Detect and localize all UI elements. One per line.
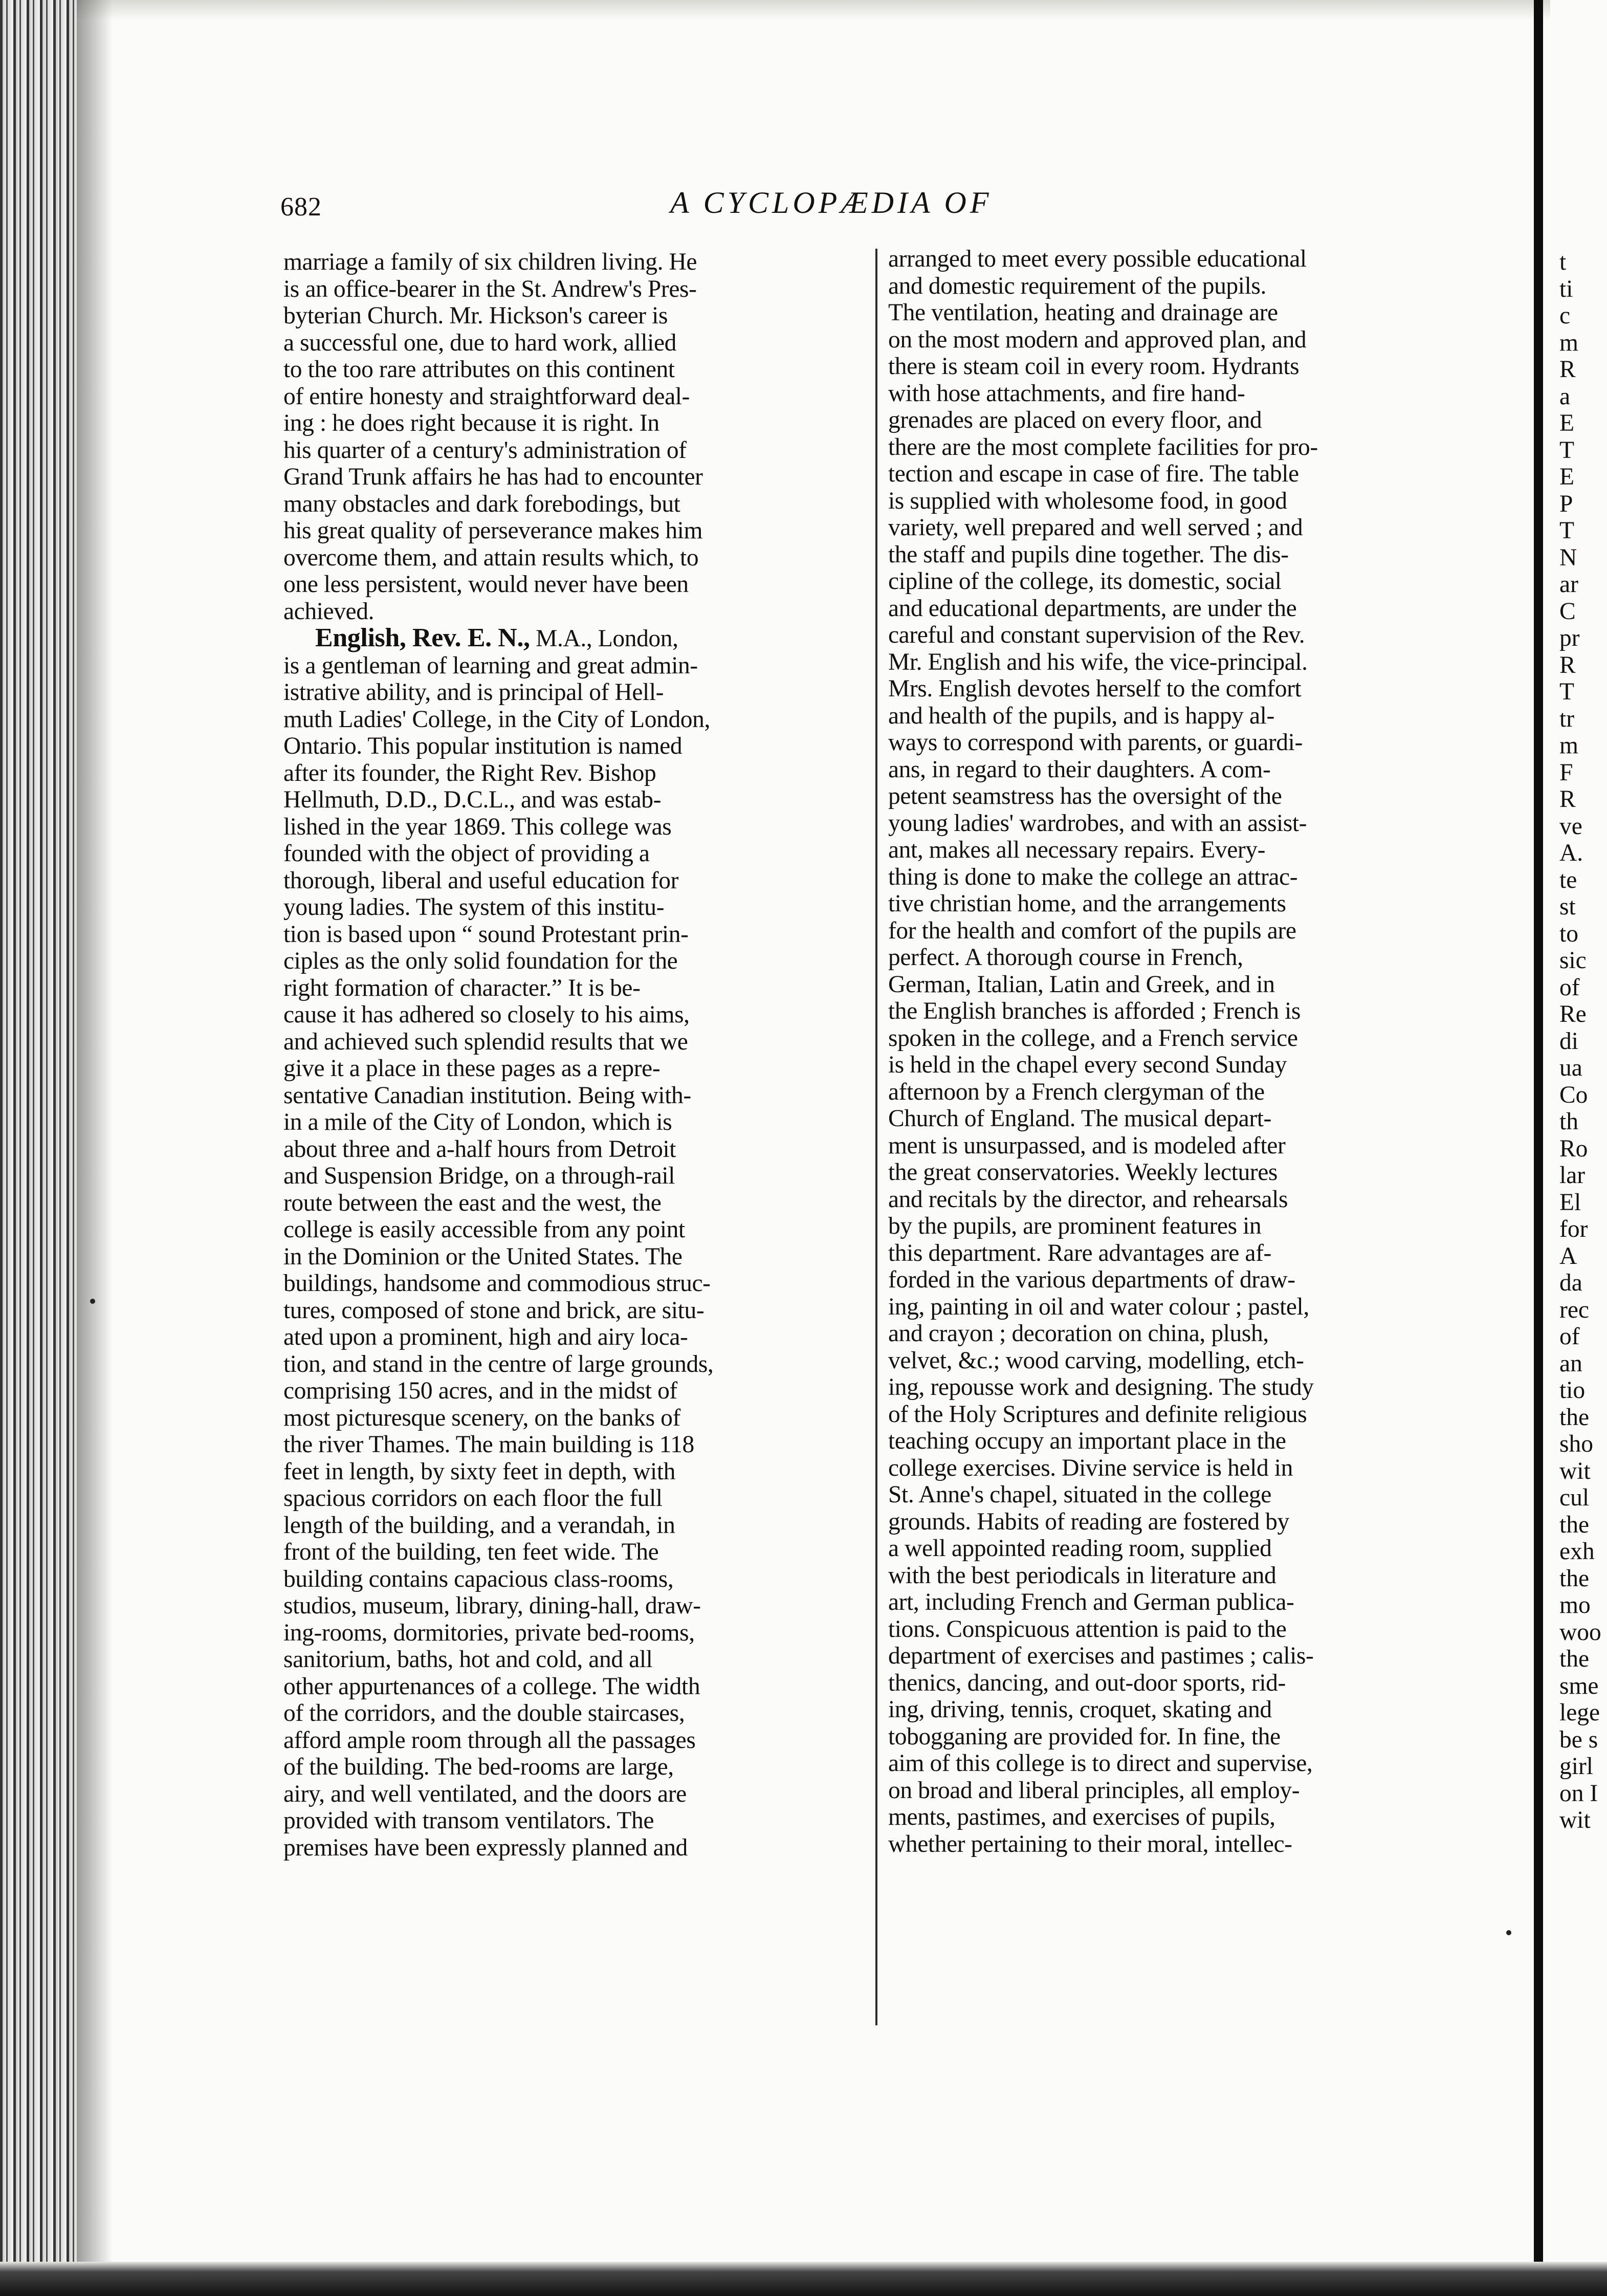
page-bottom-shadow [0, 2262, 1607, 2296]
text-line: da [1559, 1270, 1582, 1296]
text-line: Church of England. The musical depart- [888, 1105, 1271, 1132]
text-line: P [1559, 490, 1573, 517]
text-line: sentative Canadian institution. Being with- [283, 1082, 691, 1109]
text-line: mo [1559, 1592, 1591, 1619]
text-line: and educational departments, are under the [888, 595, 1297, 622]
text-line: tures, composed of stone and brick, are situ- [283, 1297, 705, 1324]
text-line: Mr. English and his wife, the vice-principal. [888, 648, 1308, 675]
text-line: byterian Church. Mr. Hickson's career is [283, 302, 668, 329]
text-line: ve [1559, 813, 1582, 840]
text-line: is held in the chapel every second Sunday [888, 1052, 1287, 1078]
text-line: m [1559, 732, 1578, 759]
text-line: achieved. [283, 598, 375, 625]
text-line: be s [1559, 1726, 1598, 1753]
left-column-english-entry [283, 652, 880, 1862]
text-line: tion, and stand in the centre of large grounds, [283, 1350, 714, 1377]
text-line: N [1559, 544, 1577, 571]
text-line: a [1559, 383, 1571, 410]
text-line: teaching occupy an important place in the [888, 1428, 1286, 1454]
text-line: to [1559, 920, 1578, 947]
text-line: sme [1559, 1672, 1599, 1699]
text-line: tr [1559, 705, 1575, 732]
text-line: F [1559, 759, 1573, 786]
text-line: T [1559, 679, 1575, 705]
text-line: the river Thames. The main building is 118 [283, 1431, 694, 1458]
text-line: ans, in regard to their daughters. A com- [888, 756, 1271, 783]
text-line: to the too rare attributes on this continent [283, 356, 675, 383]
text-line: many obstacles and dark forebodings, but [283, 490, 680, 517]
text-line: of the building. The bed-rooms are large, [283, 1754, 674, 1780]
right-column-text [888, 246, 1465, 1857]
text-line: ciples as the only solid foundation for the [283, 948, 678, 974]
text-line: feet in length, by sixty feet in depth, with [283, 1458, 675, 1485]
text-line: this department. Rare advantages are af- [888, 1239, 1271, 1266]
text-line: and recitals by the director, and rehearsals [888, 1186, 1288, 1213]
text-line: college exercises. Divine service is held in [888, 1454, 1293, 1481]
text-line: perfect. A thorough course in French, [888, 944, 1243, 971]
text-line: pr [1559, 625, 1580, 651]
text-line: and domestic requirement of the pupils. [888, 272, 1266, 299]
text-line: the [1559, 1404, 1590, 1431]
text-line: with the best periodicals in literature and [888, 1562, 1276, 1589]
text-line: and achieved such splendid results that we [283, 1028, 688, 1055]
text-line: careful and constant supervision of the Rev. [888, 622, 1305, 648]
text-line: premises have been expressly planned and [283, 1834, 688, 1861]
text-line: exh [1559, 1538, 1595, 1565]
text-line: tive christian home, and the arrangements [888, 890, 1286, 917]
text-line: college is easily accessible from any point [283, 1216, 685, 1243]
text-line: after its founder, the Right Rev. Bishop [283, 759, 656, 786]
text-line: of the Holy Scriptures and definite religious [888, 1401, 1307, 1428]
text-line: and health of the pupils, and is happy al- [888, 702, 1274, 729]
text-line: T [1559, 436, 1575, 464]
text-line: airy, and well ventilated, and the doors are [283, 1780, 687, 1807]
text-line: velvet, &c.; wood carving, modelling, etch- [888, 1347, 1304, 1374]
text-line: aim of this college is to direct and supervise, [888, 1750, 1313, 1777]
text-line: ment is unsurpassed, and is modeled after [888, 1132, 1286, 1159]
text-line: of [1559, 974, 1580, 1001]
text-line: Grand Trunk affairs he has had to encounter [283, 464, 703, 490]
text-line: give it a place in these pages as a repre- [283, 1055, 661, 1082]
text-line: tio [1559, 1377, 1586, 1404]
entry-heading-credentials: M.A., London, [530, 625, 678, 652]
adjacent-page-text [1550, 249, 1607, 1834]
text-line: on broad and liberal principles, all employ- [888, 1777, 1300, 1804]
text-line: is a gentleman of learning and great admin- [283, 652, 698, 679]
text-line: tobogganing are provided for. In fine, the [888, 1723, 1281, 1750]
text-line: Ro [1559, 1135, 1588, 1162]
text-line: St. Anne's chapel, situated in the college [888, 1481, 1271, 1508]
text-line: young ladies. The system of this institu- [283, 894, 664, 921]
page-gutter [1534, 0, 1543, 2296]
text-line: lar [1559, 1162, 1586, 1189]
text-line: rec [1559, 1296, 1589, 1323]
text-line: Mrs. English devotes herself to the comfort [888, 675, 1302, 702]
text-line: other appurtenances of a college. The width [283, 1673, 700, 1700]
text-line: di [1559, 1027, 1578, 1055]
text-line: overcome them, and attain results which, to [283, 544, 699, 571]
text-line: ua [1559, 1055, 1582, 1081]
text-line: variety, well prepared and well served ; and [888, 514, 1303, 541]
text-line: st [1559, 893, 1576, 920]
text-line: in a mile of the City of London, which is [283, 1109, 672, 1135]
text-line: R [1559, 786, 1576, 813]
text-line: is an office-bearer in the St. Andrew's Pres- [283, 275, 697, 302]
text-line: the [1559, 1511, 1590, 1538]
text-line: in the Dominion or the United States. The [283, 1243, 683, 1270]
text-line: woo [1559, 1619, 1601, 1646]
text-line: El [1559, 1189, 1581, 1216]
text-line: young ladies' wardrobes, and with an assist- [888, 810, 1307, 837]
text-line: R [1559, 356, 1576, 383]
text-line: studios, museum, library, dining-hall, draw- [283, 1592, 701, 1619]
left-column [283, 249, 880, 1861]
text-line: tions. Conspicuous attention is paid to the [888, 1615, 1287, 1643]
text-line: there is steam coil in every room. Hydrants [888, 353, 1300, 380]
text-line: the staff and pupils dine together. The dis- [888, 541, 1289, 568]
text-line: ing, painting in oil and water colour ; pastel, [888, 1293, 1309, 1320]
text-line: afternoon by a French clergyman of the [888, 1078, 1265, 1105]
text-line: The ventilation, heating and drainage are [888, 299, 1278, 326]
text-line: ing, driving, tennis, croquet, skating and [888, 1696, 1272, 1723]
scan-speck [90, 1299, 95, 1304]
text-line: there are the most complete facilities for pro- [888, 433, 1318, 461]
text-line: A [1559, 1242, 1577, 1270]
text-line: a successful one, due to hard work, allied [283, 329, 677, 356]
text-line: the great conservatories. Weekly lectures [888, 1159, 1278, 1186]
text-line: lege [1559, 1699, 1600, 1726]
text-line: arranged to meet every possible educational [888, 246, 1307, 272]
text-line: the [1559, 1565, 1590, 1592]
text-line: founded with the object of providing a [283, 840, 650, 867]
text-line: about three and a-half hours from Detroit [283, 1135, 676, 1163]
text-line: the English branches is afforded ; French is [888, 998, 1301, 1024]
text-line: with hose attachments, and fire hand- [888, 380, 1245, 407]
text-line: department of exercises and pastimes ; calis- [888, 1643, 1314, 1669]
text-line: the [1559, 1646, 1590, 1672]
text-line: forded in the various departments of draw- [888, 1266, 1295, 1293]
text-line: building contains capacious class-rooms, [283, 1565, 674, 1592]
text-line: thorough, liberal and useful education for [283, 867, 678, 894]
text-line: Ontario. This popular institution is named [283, 733, 683, 759]
text-line: grounds. Habits of reading are fostered by [888, 1508, 1289, 1535]
text-line: Co [1559, 1081, 1588, 1108]
page-top-shadow [77, 0, 1550, 20]
text-line: thenics, dancing, and out-door sports, rid- [888, 1669, 1286, 1696]
text-line: E [1559, 464, 1575, 490]
text-line: sho [1559, 1431, 1593, 1457]
text-line: th [1559, 1108, 1578, 1135]
text-line: German, Italian, Latin and Greek, and in [888, 971, 1275, 998]
entry-heading-line [283, 625, 880, 652]
text-line: on I [1559, 1780, 1598, 1807]
text-line: ments, pastimes, and exercises of pupils, [888, 1804, 1275, 1830]
text-line: length of the building, and a verandah, in [283, 1512, 675, 1539]
text-line: is supplied with wholesome food, in good [888, 487, 1287, 514]
text-line: grenades are placed on every floor, and [888, 407, 1262, 433]
text-line: t [1559, 249, 1567, 275]
text-line: sanitorium, baths, hot and cold, and all [283, 1646, 653, 1673]
text-line: ways to correspond with parents, or guardi- [888, 729, 1303, 756]
text-line: most picturesque scenery, on the banks of [283, 1404, 680, 1431]
text-line: T [1559, 517, 1575, 544]
text-line: comprising 150 acres, and in the midst of [283, 1377, 677, 1404]
text-line: thing is done to make the college an attrac- [888, 863, 1298, 890]
text-line: whether pertaining to their moral, intellec- [888, 1830, 1292, 1857]
text-line: ant, makes all necessary repairs. Every- [888, 837, 1266, 863]
text-line: of entire honesty and straightforward deal- [283, 383, 690, 410]
text-line: muth Ladies' College, in the City of London, [283, 706, 710, 733]
right-column [888, 246, 1465, 1857]
text-line: m [1559, 329, 1578, 356]
text-line: C [1559, 598, 1576, 625]
text-line: ar [1559, 571, 1578, 598]
text-line: tection and escape in case of fire. The table [888, 461, 1299, 487]
text-line: te [1559, 866, 1577, 893]
text-line: and crayon ; decoration on china, plush, [888, 1320, 1269, 1347]
text-line: by the pupils, are prominent features in [888, 1213, 1262, 1239]
text-line: R [1559, 651, 1576, 679]
text-line: wit [1559, 1457, 1591, 1484]
text-line: spoken in the college, and a French service [888, 1024, 1298, 1052]
text-line: cipline of the college, its domestic, social [888, 568, 1282, 595]
text-line: for the health and comfort of the pupils are [888, 917, 1296, 944]
text-line: for [1559, 1216, 1588, 1242]
text-line: and Suspension Bridge, on a through-rail [283, 1163, 675, 1189]
left-column-preceding-entry [283, 249, 880, 625]
text-line: lished in the year 1869. This college was [283, 813, 672, 840]
text-line: a well appointed reading room, supplied [888, 1535, 1272, 1562]
text-line: one less persistent, would never have been [283, 571, 689, 598]
text-line: E [1559, 410, 1575, 436]
text-line: marriage a family of six children living. He [283, 249, 697, 275]
text-line: ing, repousse work and designing. The study [888, 1374, 1314, 1401]
text-line: istrative ability, and is principal of Hell- [283, 679, 664, 706]
adjacent-page-fragment [1550, 249, 1607, 1834]
binding-shadow [77, 0, 113, 2296]
text-line: ing : he does right because it is right. In [283, 410, 659, 436]
text-line: route between the east and the west, the [283, 1189, 662, 1216]
text-line: right formation of character.” It is be- [283, 974, 641, 1001]
text-line: Hellmuth, D.D., D.C.L., and was estab- [283, 786, 662, 813]
page-number: 682 [280, 192, 322, 222]
text-line: afford ample room through all the passages [283, 1726, 696, 1754]
text-line: A. [1559, 840, 1583, 866]
text-line: c [1559, 302, 1571, 329]
text-line: petent seamstress has the oversight of the [888, 783, 1282, 810]
text-line: spacious corridors on each floor the full [283, 1485, 663, 1512]
text-line: his quarter of a century's administration of [283, 436, 687, 464]
text-line: buildings, handsome and commodious struc- [283, 1270, 711, 1297]
text-line: front of the building, ten feet wide. The [283, 1539, 659, 1565]
text-line: his great quality of perseverance makes him [283, 517, 703, 544]
text-line: art, including French and German publica- [888, 1589, 1294, 1615]
text-line: cul [1559, 1484, 1590, 1511]
scan-speck [1506, 1930, 1511, 1935]
running-head: A CYCLOPÆDIA OF [670, 186, 993, 220]
text-line: sic [1559, 947, 1587, 974]
text-line: of the corridors, and the double staircases, [283, 1700, 685, 1726]
column-divider [875, 249, 877, 2025]
text-line: an [1559, 1350, 1582, 1377]
text-line: on the most modern and approved plan, and [888, 326, 1307, 353]
book-binding-edge [0, 0, 77, 2296]
text-line: ti [1559, 275, 1573, 302]
text-line: wit [1559, 1807, 1591, 1833]
text-line: girl [1559, 1753, 1593, 1780]
text-line: ing-rooms, dormitories, private bed-rooms, [283, 1619, 695, 1646]
text-line: Re [1559, 1001, 1587, 1027]
text-line: cause it has adhered so closely to his aims, [283, 1001, 690, 1028]
text-line: tion is based upon “ sound Protestant prin- [283, 921, 689, 948]
text-line: provided with transom ventilators. The [283, 1807, 654, 1834]
entry-heading: English, Rev. E. N., [315, 623, 530, 652]
text-line: of [1559, 1323, 1580, 1350]
text-line: ated upon a prominent, high and airy loca- [283, 1324, 688, 1350]
